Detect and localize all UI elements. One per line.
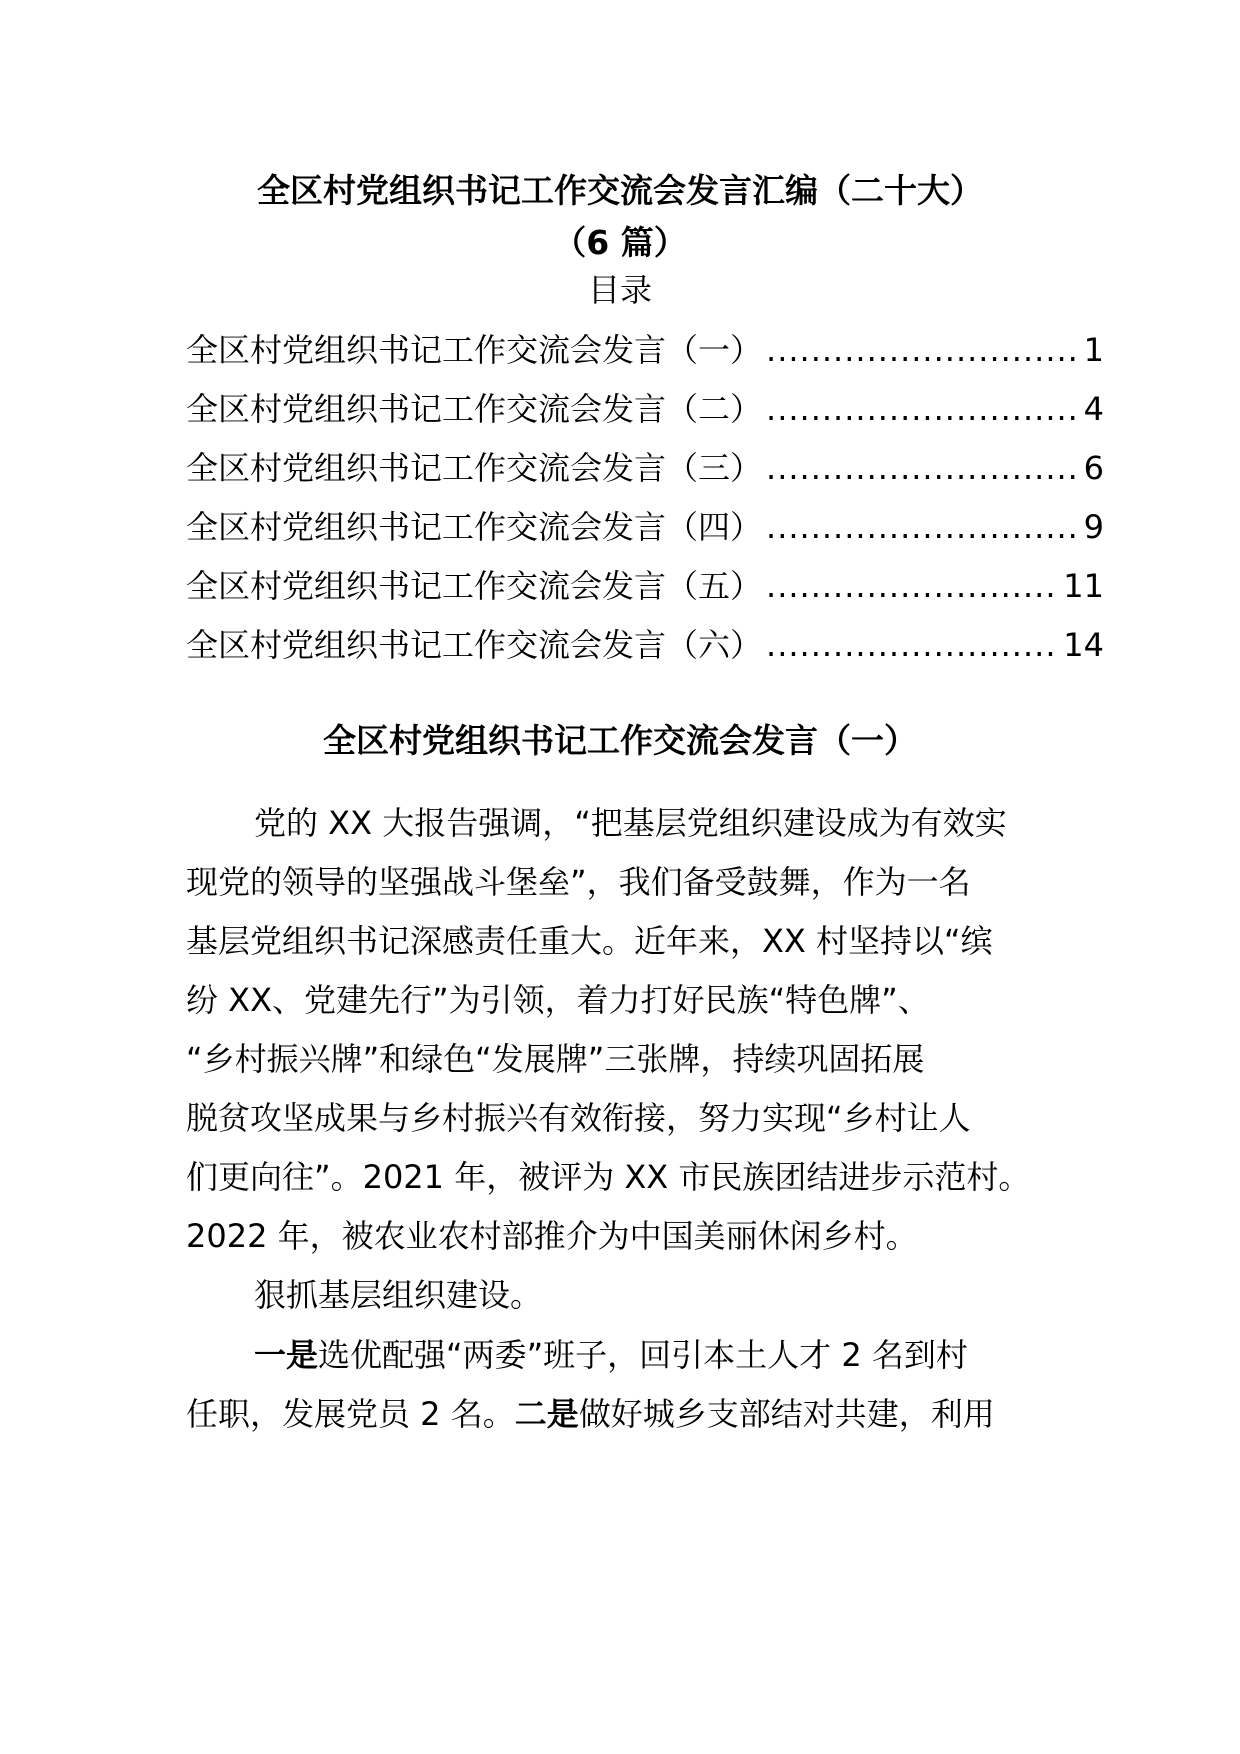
body-line: 现党的领导的坚强战斗堡垒”，我们备受鼓舞，作为一名 bbox=[186, 863, 971, 901]
toc-entry[interactable] bbox=[186, 325, 1104, 371]
body-line: 基层党组织书记深感责任重大。近年来，XX 村坚持以“缤 bbox=[186, 922, 993, 960]
toc-entry-page: 1 bbox=[1083, 331, 1104, 369]
toc-leader-dots bbox=[766, 567, 1059, 605]
toc-entry-page: 9 bbox=[1083, 508, 1104, 546]
toc-leader-dots bbox=[766, 331, 1080, 369]
toc-entry[interactable] bbox=[186, 443, 1104, 489]
toc-entry-page: 4 bbox=[1083, 390, 1104, 428]
toc-entry-label: 全区村党组织书记工作交流会发言（三） bbox=[186, 449, 763, 487]
item-text: 任职，发展党员 2 名。 bbox=[186, 1395, 515, 1433]
toc-entry[interactable] bbox=[186, 502, 1104, 548]
toc-entry-page: 14 bbox=[1063, 626, 1104, 664]
toc-entry-label: 全区村党组织书记工作交流会发言（二） bbox=[186, 390, 763, 428]
document-title: 全区村党组织书记工作交流会发言汇编（二十大） bbox=[257, 171, 983, 210]
toc-leader-dots bbox=[766, 626, 1059, 664]
body-line: 2022 年，被农业农村部推介为中国美丽休闲乡村。 bbox=[186, 1217, 918, 1255]
body-line: 们更向往”。2021 年，被评为 XX 市民族团结进步示范村。 bbox=[186, 1158, 1031, 1196]
document-subtitle: （6 篇） bbox=[553, 223, 687, 262]
item-text: 做好城乡支部结对共建，利用 bbox=[578, 1395, 995, 1433]
toc-leader-dots bbox=[766, 508, 1080, 546]
body-line: 脱贫攻坚成果与乡村振兴有效衔接，努力实现“乡村让人 bbox=[186, 1099, 971, 1137]
item-text: 选优配强“两委”班子，回引本土人才 2 名到村 bbox=[318, 1336, 968, 1374]
toc-entry[interactable] bbox=[186, 620, 1104, 666]
toc-heading: 目录 bbox=[587, 271, 652, 309]
toc-entry-label: 全区村党组织书记工作交流会发言（四） bbox=[186, 508, 763, 546]
subheading: 狠抓基层组织建设。 bbox=[254, 1276, 543, 1314]
list-item bbox=[254, 1330, 968, 1376]
toc-entry-page: 11 bbox=[1063, 567, 1104, 605]
toc-leader-dots bbox=[766, 449, 1080, 487]
toc-entry-label: 全区村党组织书记工作交流会发言（六） bbox=[186, 626, 763, 664]
toc-entry-page: 6 bbox=[1083, 449, 1104, 487]
toc-entry[interactable] bbox=[186, 561, 1104, 607]
item-marker: 一是 bbox=[254, 1336, 319, 1374]
body-line: 党的 XX 大报告强调，“把基层党组织建设成为有效实 bbox=[254, 804, 1007, 842]
toc-entry-label: 全区村党组织书记工作交流会发言（五） bbox=[186, 567, 763, 605]
list-item bbox=[186, 1389, 995, 1435]
toc-entry-label: 全区村党组织书记工作交流会发言（一） bbox=[186, 331, 763, 369]
body-line: 纷 XX、党建先行”为引领，着力打好民族“特色牌”、 bbox=[186, 981, 930, 1019]
toc-entry[interactable] bbox=[186, 384, 1104, 430]
body-line: “乡村振兴牌”和绿色“发展牌”三张牌，持续巩固拓展 bbox=[186, 1040, 925, 1078]
section-title: 全区村党组织书记工作交流会发言（一） bbox=[323, 721, 917, 760]
toc-leader-dots bbox=[766, 390, 1080, 428]
item-marker: 二是 bbox=[514, 1395, 579, 1433]
